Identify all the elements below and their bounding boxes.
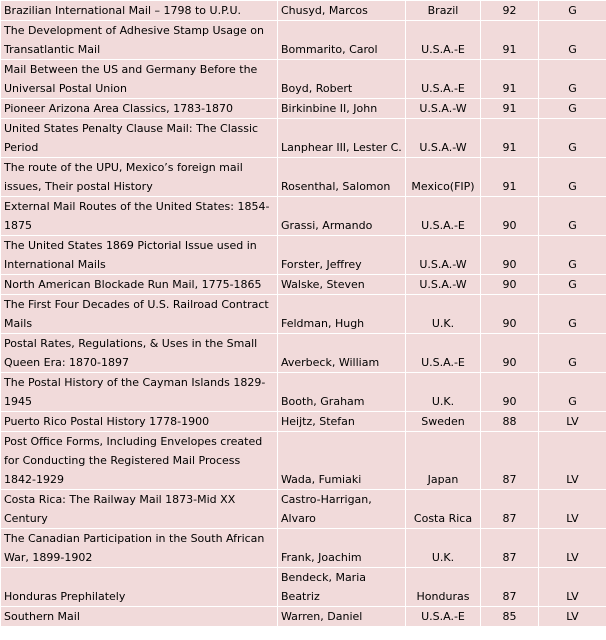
exhibitor-cell: Heijtz, Stefan xyxy=(278,412,406,432)
exhibit-title-cell: The United States 1869 Pictorial Issue used in International Mails xyxy=(1,236,278,275)
medal-cell: G xyxy=(539,334,606,373)
points-cell: 91 xyxy=(481,60,539,99)
medal-cell: G xyxy=(539,373,606,412)
points-cell: 92 xyxy=(481,1,539,21)
exhibitor-cell: Lanphear III, Lester C. xyxy=(278,119,406,158)
points-cell: 90 xyxy=(481,236,539,275)
medal-cell: G xyxy=(539,236,606,275)
table-row xyxy=(1,432,606,490)
country-cell: Costa Rica xyxy=(406,490,481,529)
exhibitor-cell: Forster, Jeffrey xyxy=(278,236,406,275)
exhibitor-cell: Feldman, Hugh xyxy=(278,295,406,334)
exhibitor-cell: Chusyd, Marcos xyxy=(278,1,406,21)
country-cell: Mexico(FIP) xyxy=(406,158,481,197)
table-row xyxy=(1,119,606,158)
table-row xyxy=(1,21,606,60)
country-cell: Japan xyxy=(406,432,481,490)
country-cell: U.S.A.-E xyxy=(406,21,481,60)
medal-cell: G xyxy=(539,119,606,158)
table-row xyxy=(1,334,606,373)
country-cell: U.K. xyxy=(406,529,481,568)
country-cell: U.S.A.-E xyxy=(406,60,481,99)
table-row xyxy=(1,412,606,432)
exhibitor-cell: Wada, Fumiaki xyxy=(278,432,406,490)
table-row xyxy=(1,1,606,21)
table-row xyxy=(1,295,606,334)
table-row xyxy=(1,275,606,295)
table-body xyxy=(1,1,606,627)
exhibit-title-cell: External Mail Routes of the United States: 1854-1875 xyxy=(1,197,278,236)
table-row xyxy=(1,373,606,412)
country-cell: U.S.A.-E xyxy=(406,334,481,373)
exhibitor-cell: Warren, Daniel xyxy=(278,607,406,627)
medal-cell: G xyxy=(539,295,606,334)
exhibit-title-cell: Costa Rica: The Railway Mail 1873-Mid XX Century xyxy=(1,490,278,529)
medal-cell: LV xyxy=(539,607,606,627)
medal-cell: G xyxy=(539,158,606,197)
exhibit-title-cell: Pioneer Arizona Area Classics, 1783-1870 xyxy=(1,99,278,119)
points-cell: 85 xyxy=(481,607,539,627)
points-cell: 91 xyxy=(481,21,539,60)
points-cell: 90 xyxy=(481,334,539,373)
points-cell: 87 xyxy=(481,432,539,490)
table-row xyxy=(1,60,606,99)
medal-cell: G xyxy=(539,99,606,119)
points-cell: 88 xyxy=(481,412,539,432)
exhibit-title-cell: Puerto Rico Postal History 1778-1900 xyxy=(1,412,278,432)
medal-cell: G xyxy=(539,197,606,236)
medal-cell: G xyxy=(539,60,606,99)
medal-cell: G xyxy=(539,275,606,295)
exhibit-title-cell: Post Office Forms, Including Envelopes created for Conducting the Registered Mail Process 1842-1929 xyxy=(1,432,278,490)
country-cell: U.S.A.-W xyxy=(406,119,481,158)
points-cell: 90 xyxy=(481,295,539,334)
points-cell: 90 xyxy=(481,275,539,295)
points-cell: 87 xyxy=(481,529,539,568)
points-cell: 87 xyxy=(481,568,539,607)
country-cell: U.S.A.-E xyxy=(406,197,481,236)
table-row xyxy=(1,197,606,236)
table-row xyxy=(1,158,606,197)
points-cell: 87 xyxy=(481,490,539,529)
exhibitor-cell: Grassi, Armando xyxy=(278,197,406,236)
points-cell: 91 xyxy=(481,158,539,197)
exhibit-title-cell: Honduras Prephilately xyxy=(1,568,278,607)
exhibit-title-cell: The First Four Decades of U.S. Railroad Contract Mails xyxy=(1,295,278,334)
exhibit-title-cell: Postal Rates, Regulations, & Uses in the Small Queen Era: 1870-1897 xyxy=(1,334,278,373)
table-row xyxy=(1,99,606,119)
exhibit-title-cell: North American Blockade Run Mail, 1775-1865 xyxy=(1,275,278,295)
exhibitor-cell: Castro-Harrigan, Alvaro xyxy=(278,490,406,529)
exhibit-title-cell: The route of the UPU, Mexico’s foreign mail issues, Their postal History xyxy=(1,158,278,197)
points-cell: 90 xyxy=(481,373,539,412)
medal-cell: LV xyxy=(539,432,606,490)
medal-cell: G xyxy=(539,1,606,21)
exhibitor-cell: Birkinbine II, John xyxy=(278,99,406,119)
exhibit-title-cell: The Postal History of the Cayman Islands 1829-1945 xyxy=(1,373,278,412)
country-cell: U.K. xyxy=(406,373,481,412)
country-cell: U.K. xyxy=(406,295,481,334)
medal-cell: LV xyxy=(539,529,606,568)
exhibit-title-cell: United States Penalty Clause Mail: The Classic Period xyxy=(1,119,278,158)
country-cell: Brazil xyxy=(406,1,481,21)
medal-cell: LV xyxy=(539,412,606,432)
exhibitor-cell: Boyd, Robert xyxy=(278,60,406,99)
exhibit-title-cell: Mail Between the US and Germany Before the Universal Postal Union xyxy=(1,60,278,99)
country-cell: U.S.A.-W xyxy=(406,236,481,275)
country-cell: U.S.A.-W xyxy=(406,275,481,295)
table-row xyxy=(1,490,606,529)
exhibit-title-cell: The Development of Adhesive Stamp Usage on Transatlantic Mail xyxy=(1,21,278,60)
medal-cell: LV xyxy=(539,490,606,529)
medal-cell: LV xyxy=(539,568,606,607)
exhibitor-cell: Averbeck, William xyxy=(278,334,406,373)
exhibit-title-cell: Southern Mail xyxy=(1,607,278,627)
medal-cell: G xyxy=(539,21,606,60)
points-cell: 90 xyxy=(481,197,539,236)
country-cell: U.S.A.-E xyxy=(406,607,481,627)
exhibitor-cell: Booth, Graham xyxy=(278,373,406,412)
table-row xyxy=(1,236,606,275)
exhibitor-cell: Walske, Steven xyxy=(278,275,406,295)
points-cell: 91 xyxy=(481,119,539,158)
table-row xyxy=(1,607,606,627)
country-cell: Honduras xyxy=(406,568,481,607)
exhibitor-cell: Rosenthal, Salomon xyxy=(278,158,406,197)
exhibitor-cell: Bendeck, Maria Beatriz xyxy=(278,568,406,607)
country-cell: Sweden xyxy=(406,412,481,432)
country-cell: U.S.A.-W xyxy=(406,99,481,119)
exhibitor-cell: Frank, Joachim xyxy=(278,529,406,568)
exhibitor-cell: Bommarito, Carol xyxy=(278,21,406,60)
exhibit-title-cell: Brazilian International Mail – 1798 to U.P.U. xyxy=(1,1,278,21)
table-row xyxy=(1,529,606,568)
points-cell: 91 xyxy=(481,99,539,119)
table-row xyxy=(1,568,606,607)
exhibit-title-cell: The Canadian Participation in the South African War, 1899-1902 xyxy=(1,529,278,568)
